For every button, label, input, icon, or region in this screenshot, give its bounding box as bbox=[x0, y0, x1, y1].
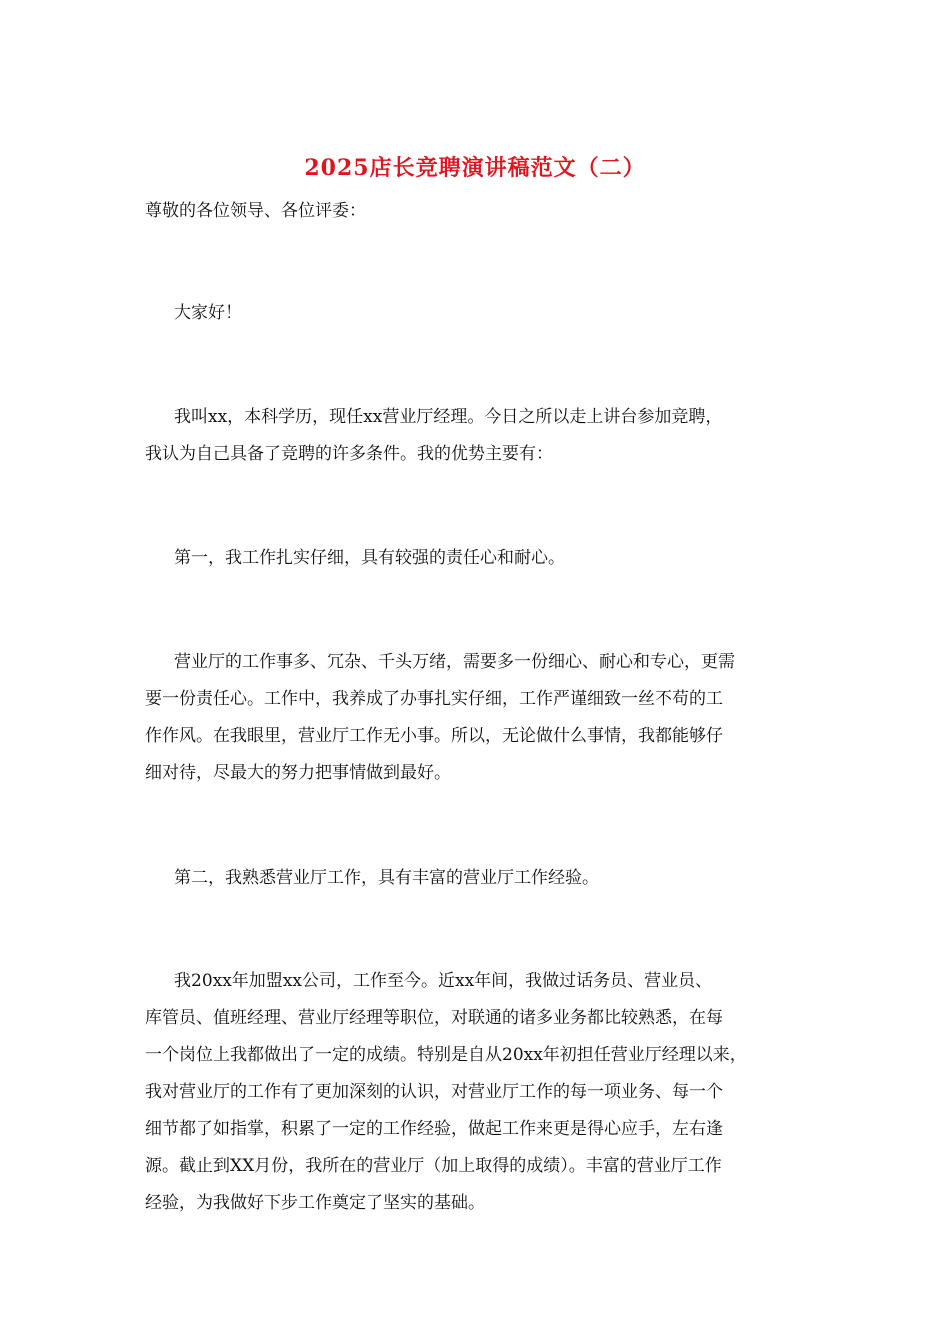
paragraph-4-line-2: 要一份责任心。工作中，我养成了办事扎实仔细，工作严谨细致一丝不苟的工 bbox=[145, 689, 723, 709]
paragraph-2-line-2: 我认为自己具备了竞聘的许多条件。我的优势主要有： bbox=[145, 444, 553, 464]
paragraph-6-line-6: 源。截止到XX月份，我所在的营业厅（加上取得的成绩）。丰富的营业厅工作 bbox=[145, 1156, 722, 1176]
salutation: 尊敬的各位领导、各位评委： bbox=[145, 201, 366, 221]
paragraph-6-line-5: 细节都了如指掌，积累了一定的工作经验，做起工作来更是得心应手，左右逢 bbox=[145, 1119, 723, 1139]
paragraph-4-line-1: 营业厅的工作事多、冗杂、千头万绪，需要多一份细心、耐心和专心，更需 bbox=[174, 652, 735, 672]
paragraph-6-line-4: 我对营业厅的工作有了更加深刻的认识，对营业厅工作的每一项业务、每一个 bbox=[145, 1082, 723, 1102]
paragraph-6-line-2: 库管员、值班经理、营业厅经理等职位，对联通的诸多业务都比较熟悉，在每 bbox=[145, 1008, 723, 1028]
paragraph-3-line-1: 第一，我工作扎实仔细，具有较强的责任心和耐心。 bbox=[174, 548, 565, 568]
paragraph-1-line-1: 大家好！ bbox=[174, 303, 242, 323]
paragraph-6-line-1: 我20xx年加盟xx公司，工作至今。近xx年间，我做过话务员、营业员、 bbox=[174, 971, 713, 991]
paragraph-6-line-7: 经验，为我做好下步工作奠定了坚实的基础。 bbox=[145, 1193, 485, 1213]
paragraph-4-line-3: 作作风。在我眼里，营业厅工作无小事。所以，无论做什么事情，我都能够仔 bbox=[145, 726, 723, 746]
paragraph-5-line-1: 第二，我熟悉营业厅工作，具有丰富的营业厅工作经验。 bbox=[174, 868, 599, 888]
paragraph-4-line-4: 细对待，尽最大的努力把事情做到最好。 bbox=[145, 763, 451, 783]
paragraph-2-line-1: 我叫xx，本科学历，现任xx营业厅经理。今日之所以走上讲台参加竞聘， bbox=[174, 407, 723, 427]
paragraph-6-line-3: 一个岗位上我都做出了一定的成绩。特别是自从20xx年初担任营业厅经理以来， bbox=[145, 1045, 747, 1065]
document-title: 2025店长竞聘演讲稿范文（二） bbox=[304, 155, 646, 181]
